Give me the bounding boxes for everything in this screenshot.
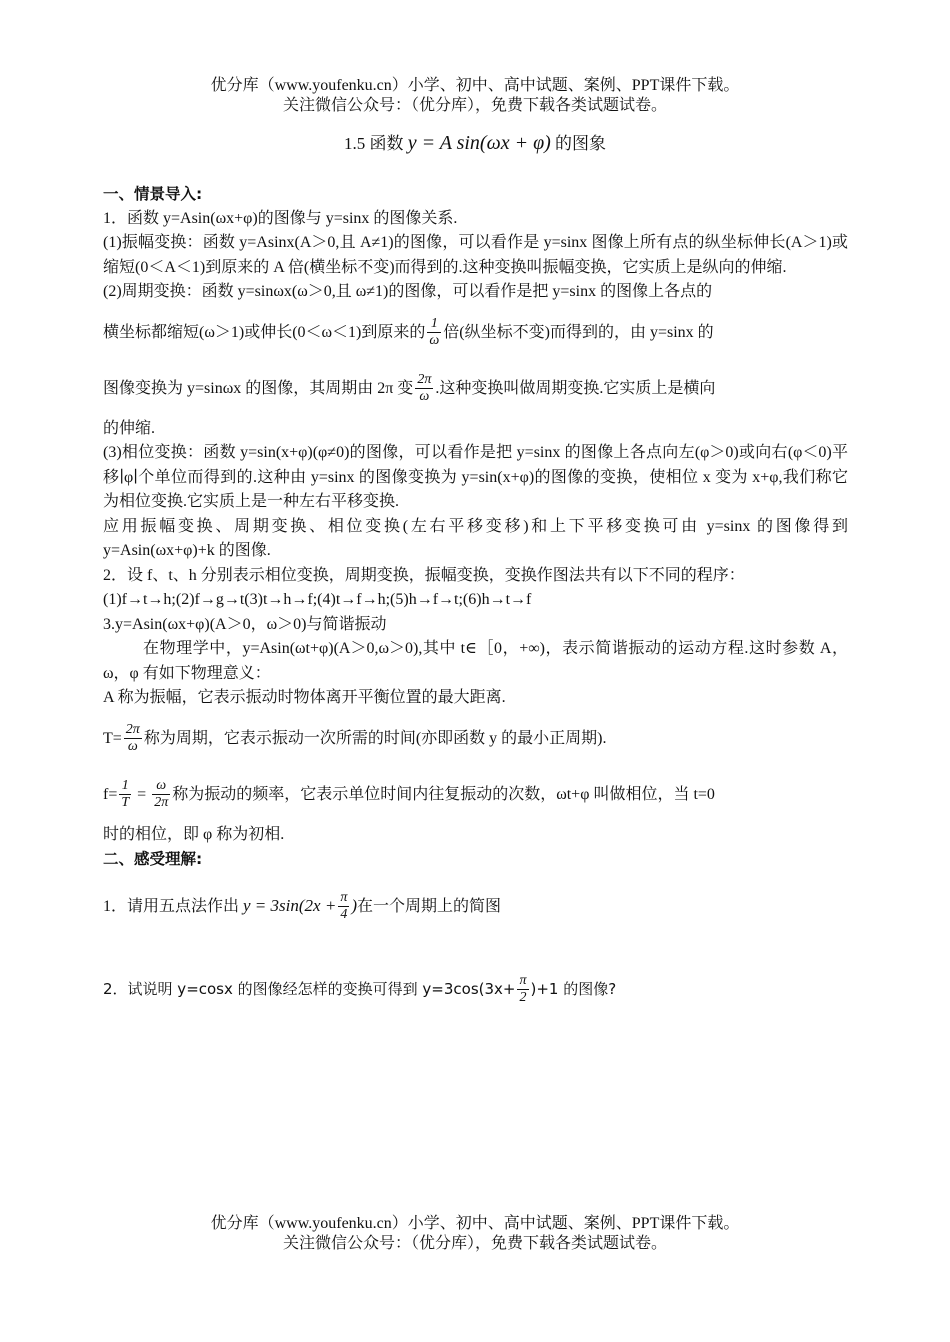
fraction bbox=[119, 778, 131, 811]
numerator: π bbox=[340, 890, 348, 906]
page-header bbox=[0, 76, 950, 116]
fraction bbox=[124, 722, 142, 755]
paragraph: (2)周期变换：函数 y=sinωx(ω＞0,且 ω≠1)的图像，可以看作是把 y=sinx 的图像上各点的 bbox=[103, 283, 713, 300]
document-title bbox=[0, 123, 950, 164]
numerator: π bbox=[519, 973, 527, 989]
numerator: 2π bbox=[417, 372, 432, 388]
paragraph: 时的相位，即 φ 称为初相. bbox=[103, 825, 285, 843]
numerator: ω bbox=[152, 778, 170, 795]
fraction bbox=[427, 316, 441, 349]
footer-line-1: 优分库（www.youfenku.cn）小学、初中、高中试题、案例、PPT课件下载。 bbox=[210, 1215, 740, 1232]
formula: ) bbox=[351, 895, 357, 915]
paragraph bbox=[103, 361, 848, 417]
paragraph: 3.y=Asin(ωx+φ)(A＞0，ω＞0)与简谐振动 bbox=[103, 615, 387, 633]
text-span: 横坐标都缩短(ω＞1)或伸长(0＜ω＜1)到原来的 bbox=[103, 323, 426, 341]
paragraph: 的伸缩. bbox=[103, 419, 156, 437]
numerator: 1 bbox=[119, 778, 131, 795]
question-1 bbox=[103, 878, 848, 935]
title-formula: y = A sin(ωx + φ) bbox=[407, 132, 551, 154]
denominator: ω bbox=[127, 739, 138, 755]
text-span: )+1 的图像? bbox=[530, 979, 617, 998]
denominator: 2 bbox=[519, 990, 527, 1006]
text-span: .这种变换叫做周期变换.它实质上是横向 bbox=[435, 379, 716, 397]
page-footer bbox=[0, 1214, 950, 1254]
paragraph: 2．设 f、t、h 分别表示相位变换，周期变换，振幅变换，变换作图法共有以下不同的程序： bbox=[103, 566, 745, 584]
text-span: 2．试说明 y=cosx 的图像经怎样的变换可得到 y=3cos(3x+ bbox=[103, 979, 516, 998]
paragraph bbox=[103, 767, 848, 823]
section-heading-1: 一、情景导入: bbox=[103, 185, 203, 203]
text-span: T= bbox=[103, 729, 122, 747]
denominator: 2π bbox=[154, 795, 169, 811]
text-span: 称为振动的频率，它表示单位时间内往复振动的次数，ωt+φ 叫做相位，当 t=0 bbox=[172, 785, 715, 803]
paragraph: 1．函数 y=Asin(ωx+φ)的图像与 y=sinx 的图像关系. bbox=[103, 209, 458, 227]
header-line-1: 优分库（www.youfenku.cn）小学、初中、高中试题、案例、PPT课件下载。 bbox=[210, 77, 740, 94]
denominator: ω bbox=[429, 333, 440, 349]
paragraph: (3)相位变换：函数 y=sin(x+φ)(φ≠0)的图像，可以看作是把 y=sinx 的图像上各点向左(φ＞0)或向右(φ＜0)平移∣φ∣个单位而得到的.这种由 y=sinx 的图像变换为 y=sin(x+φ)的图像的变换，使相位 x 变为 x+φ,我们称它为相位变换.它实质上是一种左右平移变换. bbox=[103, 444, 848, 510]
fraction bbox=[338, 890, 349, 923]
text-span: 图像变换为 y=sinωx 的图像，其周期由 2π 变 bbox=[103, 379, 414, 397]
footer-line-2: 关注微信公众号：（优分库），免费下载各类试题试卷。 bbox=[282, 1235, 667, 1252]
title-prefix: 1.5 函数 bbox=[343, 134, 404, 153]
fraction bbox=[152, 778, 170, 811]
denominator: ω bbox=[419, 389, 430, 405]
question-2 bbox=[103, 961, 848, 1018]
fraction bbox=[415, 372, 433, 405]
header-line-2: 关注微信公众号：（优分库），免费下载各类试题试卷。 bbox=[282, 97, 667, 114]
denominator: 4 bbox=[340, 907, 348, 923]
denominator: T bbox=[121, 795, 130, 811]
text-span: 倍(纵坐标不变)而得到的，由 y=sinx 的 bbox=[443, 323, 714, 341]
text-span: f= bbox=[103, 785, 118, 803]
text-span: 称为周期，它表示振动一次所需的时间(亦即函数 y 的最小正周期). bbox=[143, 729, 607, 747]
paragraph: 应用振幅变换、周期变换、相位变换(左右平移变移)和上下平移变换可由 y=sinx 的图像得到 y=Asin(ωx+φ)+k 的图像. bbox=[103, 517, 848, 559]
section-heading-2: 二、感受理解: bbox=[103, 850, 203, 868]
numerator: 2π bbox=[125, 722, 140, 738]
paragraph: (1)f→t→h;(2)f→g→t(3)t→h→f;(4)t→f→h;(5)h→f→t;(6)h→t→f bbox=[103, 591, 532, 608]
numerator: 1 bbox=[427, 316, 441, 333]
text-span: 在一个周期上的简图 bbox=[357, 897, 502, 915]
paragraph: A 称为振幅，它表示振动时物体离开平衡位置的最大距离. bbox=[103, 689, 506, 706]
formula: y = 3sin(2x + bbox=[243, 895, 337, 915]
paragraph bbox=[103, 711, 848, 767]
paragraph: 在物理学中，y=Asin(ωt+φ)(A＞0,ω＞0),其中 t∈［0，+∞)，表示简谐振动的运动方程.这时参数 A，ω，φ 有如下物理意义： bbox=[103, 640, 848, 682]
paragraph: (1)振幅变换：函数 y=Asinx(A＞0,且 A≠1)的图像，可以看作是 y=sinx 图像上所有点的纵坐标伸长(A＞1)或缩短(0＜A＜1)到原来的 A 倍(横坐标不变)而得到的.这种变换叫振幅变换，它实质上是纵向的伸缩. bbox=[103, 234, 848, 276]
text-span: = bbox=[137, 785, 147, 803]
document-body bbox=[103, 182, 848, 1018]
title-suffix: 的图象 bbox=[555, 134, 607, 153]
fraction bbox=[517, 973, 528, 1006]
paragraph bbox=[103, 305, 848, 361]
text-span: 1．请用五点法作出 bbox=[103, 897, 240, 915]
